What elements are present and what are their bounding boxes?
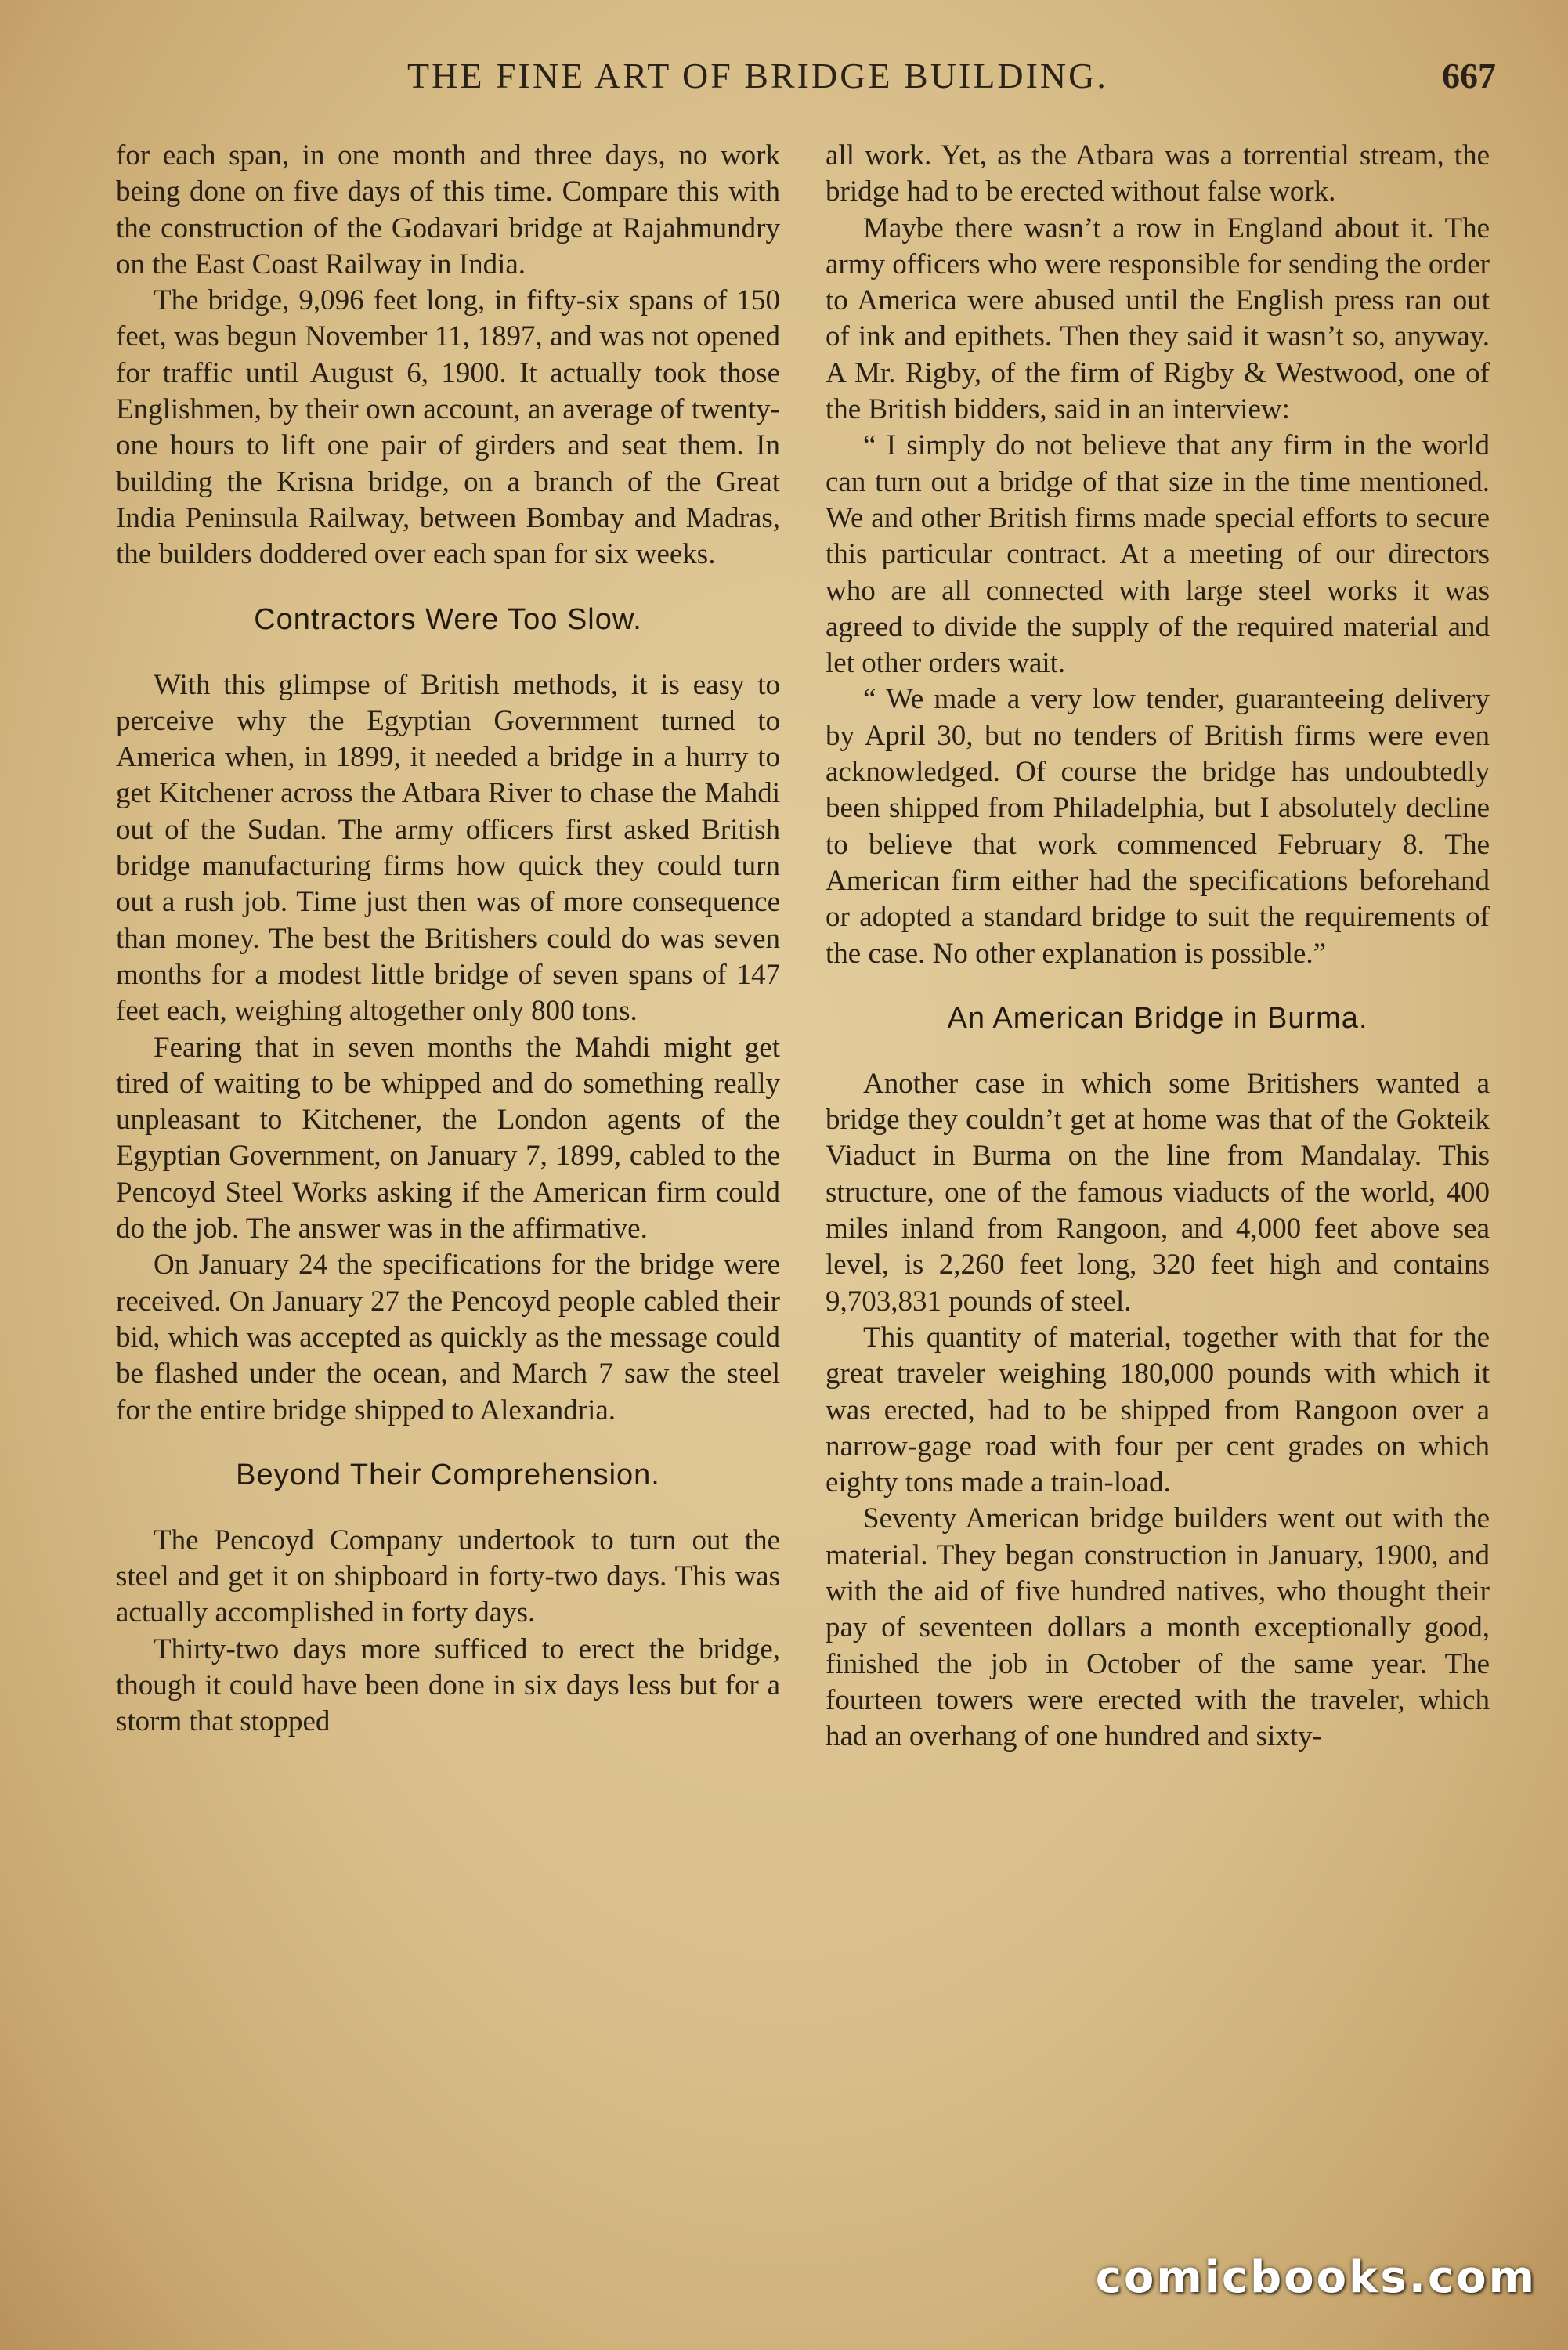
running-head: THE FINE ART OF BRIDGE BUILDING.	[407, 56, 1108, 96]
right-column-paragraph: “ I simply do not believe that any firm in the world can turn out a bridge of that size in the time mentioned. We and other British firms made special efforts to secure this particular contract. At a meeting of our directors who are all connected with large steel works it was agreed to divide the supply of the required material and let other orders wait.	[826, 429, 1490, 680]
right-column-paragraph: “ We made a very low tender, guaranteeing delivery by April 30, but no tenders of British firms were even acknowledged. Of course the bridge has undoubtedly been shipped from Philadelphia, but I absolutely decline to believe that work commenced February 8. The American firm either had the specifications beforehand or adopted a standard bridge to suit the requirements of the case. No other explanation is possible.”	[826, 683, 1490, 970]
watermark-logo: comicbooks.com	[1095, 2252, 1537, 2303]
left-column	[116, 138, 780, 1741]
right-column-paragraph: Maybe there wasn’t a row in England about it. The army officers who were responsible for sending the order to America were abused until the English press ran out of ink and epithets. Then they said it wasn’t so, anyway. A Mr. Rigby, of the firm of Rigby & Westwood, one of the British bidders, said in an interview:	[826, 212, 1490, 426]
left-column-paragraph: On January 24 the specifications for the bridge were received. On January 27 the Pencoyd people cabled their bid, which was accepted as quickly as the message could be flashed under the ocean, and March 7 saw the steel for the entire bridge shipped to Alexandria.	[116, 1249, 780, 1426]
right-column-paragraph: This quantity of material, together with that for the great traveler weighing 180,000 pounds with which it was erected, had to be shipped from Rangoon over a narrow-gage road with four per cent grades on which eighty tons made a train-load.	[826, 1321, 1490, 1499]
right-column	[826, 138, 1490, 1755]
left-column-subheading: Beyond Their Comprehension.	[236, 1458, 660, 1491]
right-column-paragraph: Seventy American bridge builders went out with the material. They began construction in January, 1900, and with the aid of five hundred natives, who thought their pay of seventeen dollars a month exceptionally good, finished the job in October of the same year. The fourteen towers were erected with the traveler, which had an overhang of one hundred and sixty-	[826, 1502, 1490, 1753]
left-column-paragraph: The bridge, 9,096 feet long, in fifty-six spans of 150 feet, was begun November 11, 1897, and was not opened for traffic until August 6, 1900. It actually took those Englishmen, by their own account, an average of twenty-one hours to lift one pair of girders and seat them. In building the Krisna bridge, on a branch of the Great India Peninsula Railway, between Bombay and Madras, the builders doddered over each span for six weeks.	[116, 284, 780, 571]
left-column-paragraph: Fearing that in seven months the Mahdi might get tired of waiting to be whipped and do something really unpleasant to Kitchener, the London agents of the Egyptian Government, on January 7, 1899, cabled to the Pencoyd Steel Works asking if the American firm could do the job. The answer was in the affirmative.	[116, 1031, 780, 1246]
left-column-paragraph: Thirty-two days more sufficed to erect the bridge, though it could have been done in six days less but for a storm that stopped	[116, 1632, 780, 1738]
left-column-subheading: Contractors Were Too Slow.	[254, 602, 642, 636]
right-column-paragraph: Another case in which some Britishers wanted a bridge they couldn’t get at home was that of the Gokteik Viaduct in Burma on the line from Mandalay. This structure, one of the famous viaducts of the world, 400 miles inland from Rangoon, and 4,000 feet above sea level, is 2,260 feet long, 320 feet high and contains 9,703,831 pounds of steel.	[826, 1067, 1490, 1318]
left-column-paragraph: With this glimpse of British methods, it is easy to perceive why the Egyptian Government turned to America when, in 1899, it needed a bridge in a hurry to get Kitchener across the Atbara River to chase the Mahdi out of the Sudan. The army officers first asked British bridge manufacturing firms how quick they could turn out a rush job. Time just then was of more consequence than money. The best the Britishers could do was seven months for a modest little bridge of seven spans of 147 feet each, weighing altogether only 800 tons.	[116, 668, 780, 1028]
right-column-paragraph: all work. Yet, as the Atbara was a torrential stream, the bridge had to be erected without false work.	[826, 139, 1490, 208]
left-column-paragraph: for each span, in one month and three days, no work being done on five days of this time. Compare this with the construction of the Godavari bridge at Rajahmundry on the East Coast Railway in India.	[116, 139, 780, 280]
page-header	[407, 55, 1496, 102]
left-column-paragraph: The Pencoyd Company undertook to turn out the steel and get it on shipboard in forty-two days. This was actually accomplished in forty days.	[116, 1524, 780, 1629]
page-number: 667	[1442, 56, 1496, 96]
right-column-subheading: An American Bridge in Burma.	[947, 1001, 1368, 1035]
